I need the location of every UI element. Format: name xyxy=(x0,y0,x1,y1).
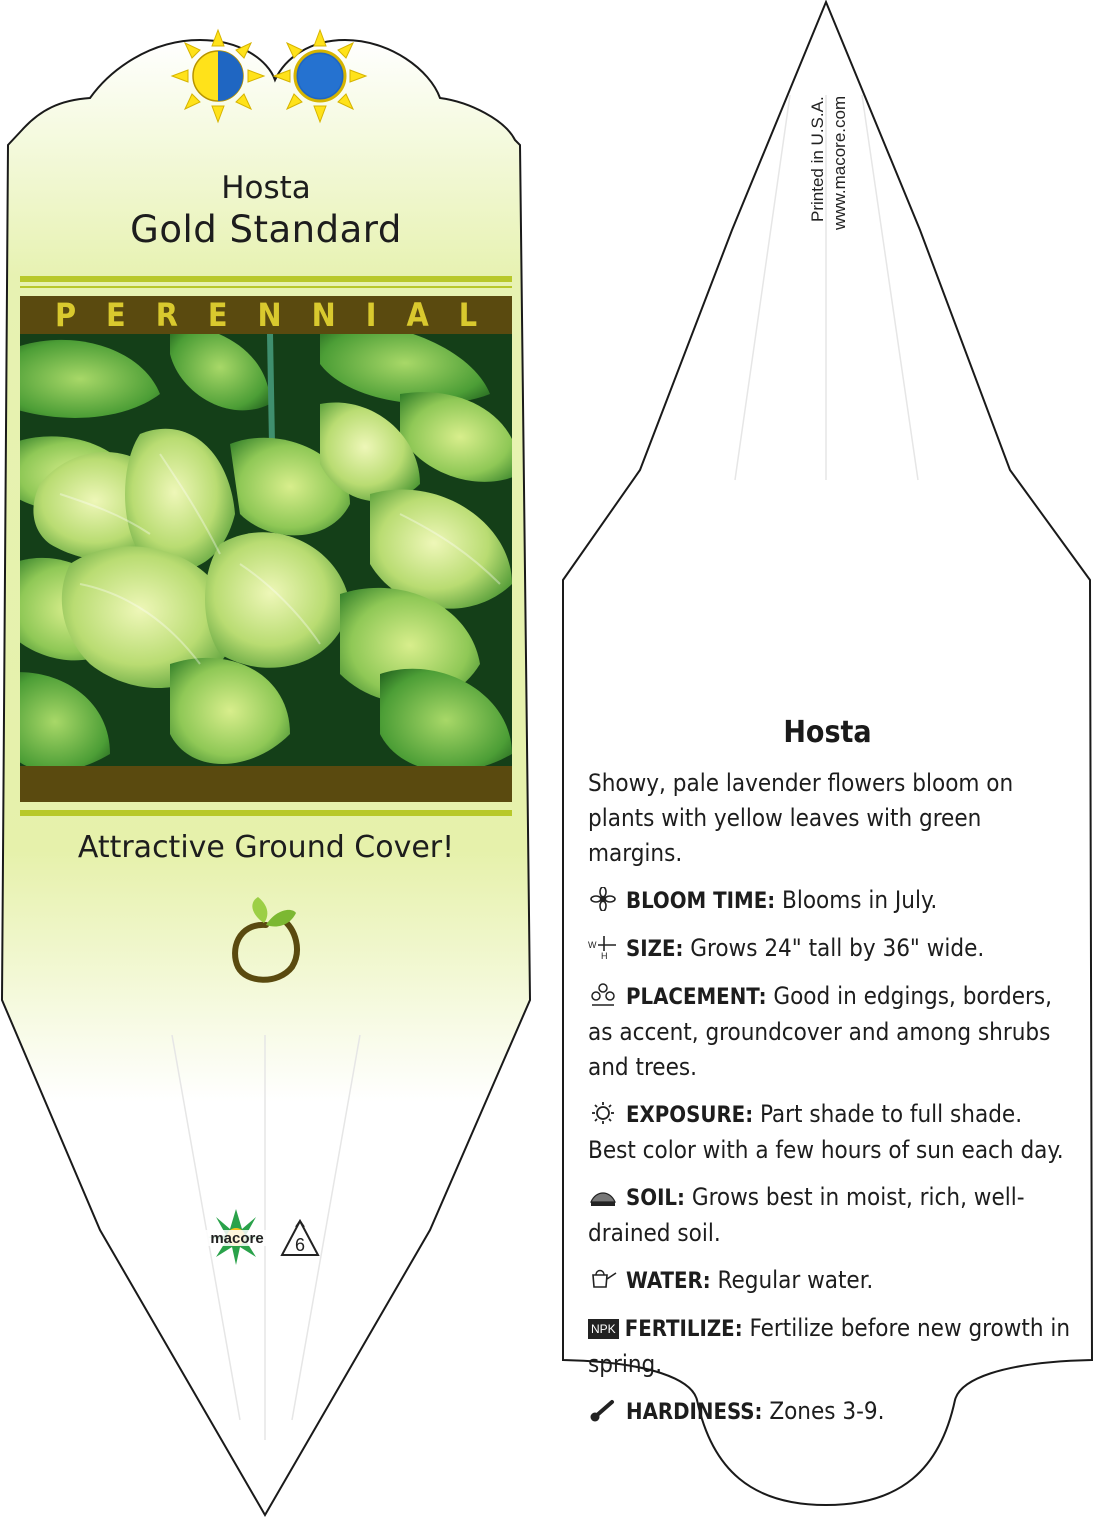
size-label: SIZE: xyxy=(626,937,684,962)
hosta-leaves-image xyxy=(20,334,512,766)
watering-can-icon xyxy=(588,1267,618,1291)
hardiness-label: HARDINESS: xyxy=(626,1400,763,1425)
part-sun-icon xyxy=(172,30,264,122)
top-rule-thin xyxy=(20,286,512,288)
placement-text: Good in edgings, borders, as accent, groundcover and among shrubs and trees. xyxy=(588,982,1053,1081)
thermometer-icon xyxy=(588,1398,618,1422)
exposure-text: Part shade to full shade. Best color with a few hours of sun each day. xyxy=(588,1100,1064,1164)
flower-icon xyxy=(588,887,618,911)
soil-icon xyxy=(588,1184,618,1208)
water-row xyxy=(588,1263,1073,1299)
fertilize-label: FERTILIZE: xyxy=(624,1317,743,1342)
hardiness-text: Zones 3-9. xyxy=(769,1397,885,1425)
water-label: WATER: xyxy=(626,1269,711,1294)
placement-icon xyxy=(588,983,618,1007)
bloom-time-row xyxy=(588,883,1073,919)
plant-photo xyxy=(20,334,512,766)
fertilize-text: Fertilize before new growth in spring. xyxy=(588,1314,1071,1378)
category-label: PERENNIAL xyxy=(54,296,508,334)
placement-label: PLACEMENT: xyxy=(626,985,767,1010)
printed-info xyxy=(800,60,864,240)
printed-in-text: Printed in U.S.A. xyxy=(808,96,827,222)
soil-row xyxy=(588,1180,1073,1251)
hardiness-row xyxy=(588,1394,1073,1430)
shade-icon xyxy=(274,30,366,122)
back-title: Hosta xyxy=(783,715,872,750)
description: Showy, pale lavender flowers bloom on plants with yellow leaves with green margins. xyxy=(588,769,1014,867)
bloom-label: BLOOM TIME: xyxy=(626,889,776,914)
soil-label: SOIL: xyxy=(626,1186,685,1211)
placement-row xyxy=(588,979,1073,1085)
front-cultivar-name: Gold Standard xyxy=(130,208,402,251)
bloom-text: Blooms in July. xyxy=(782,886,938,914)
sun-icons xyxy=(160,28,380,128)
seedling-logo-icon xyxy=(228,895,304,987)
npk-icon: NPK xyxy=(588,1319,619,1339)
macore-wordmark: macore xyxy=(210,1230,264,1247)
water-text: Regular water. xyxy=(717,1266,874,1294)
top-rule xyxy=(20,276,512,282)
bottom-rule xyxy=(20,810,512,816)
size-icon-w: W xyxy=(588,940,597,950)
care-info xyxy=(588,766,1073,1442)
photo-bottom-band xyxy=(20,766,512,802)
size-icon-h: H xyxy=(601,951,608,959)
front-tagline: Attractive Ground Cover! xyxy=(77,830,455,865)
exposure-label: EXPOSURE: xyxy=(626,1103,754,1128)
size-row xyxy=(588,931,1073,967)
fertilize-row xyxy=(588,1311,1073,1382)
macore-logo xyxy=(200,1205,340,1275)
website-text: www.macore.com xyxy=(830,95,849,230)
size-icon xyxy=(588,935,618,959)
soil-text: Grows best in moist, rich, well-drained soil. xyxy=(588,1183,1025,1247)
exposure-row xyxy=(588,1097,1073,1168)
size-text: Grows 24" tall by 36" wide. xyxy=(690,934,985,962)
recycle-icon xyxy=(282,1221,318,1255)
recycle-code: 6 xyxy=(294,1235,306,1255)
sun-icon xyxy=(588,1101,618,1125)
front-species-name: Hosta xyxy=(221,170,311,206)
